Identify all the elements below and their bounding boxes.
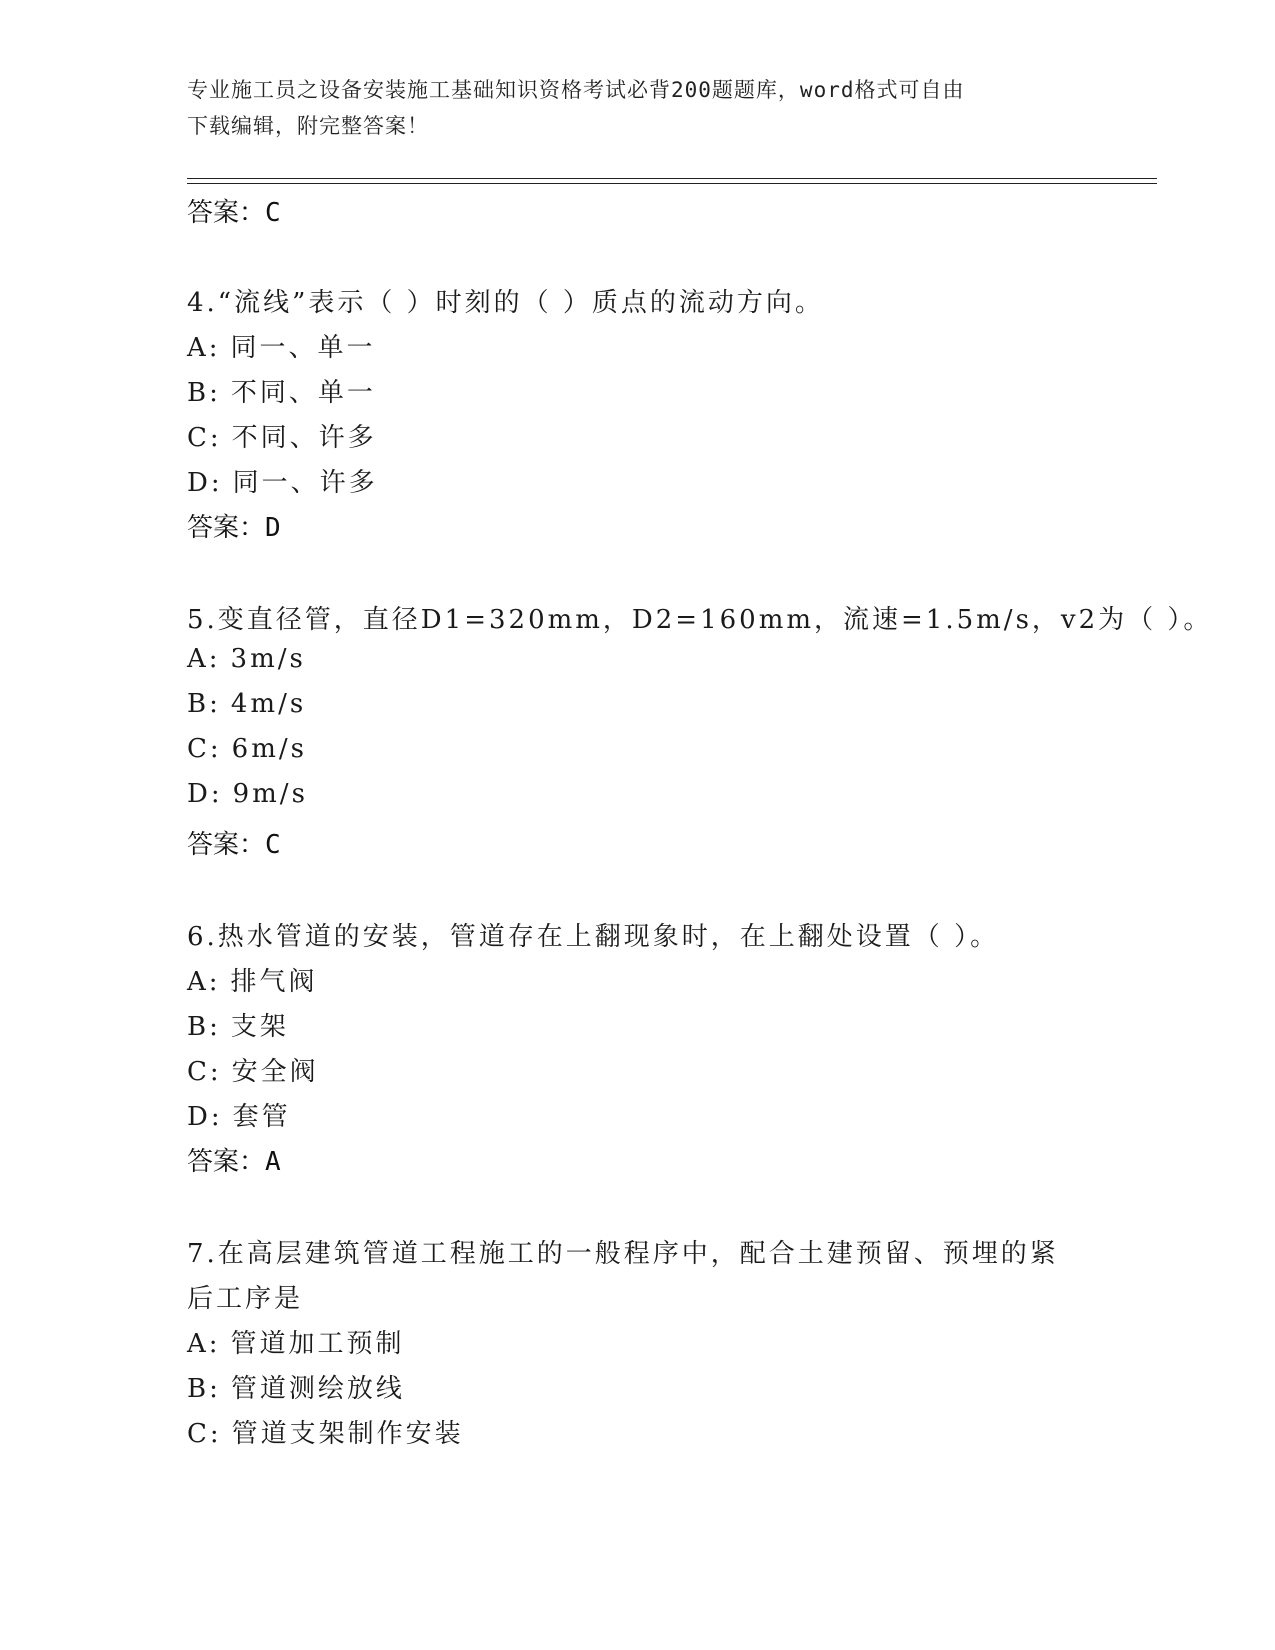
question-7: 7.在高层建筑管道工程施工的一般程序中，配合土建预留、预埋的紧 [187,1239,1059,1269]
option-text: 不同、许多 [231,423,377,453]
option-text: 套管 [232,1102,291,1132]
option-letter: C: [187,1419,222,1449]
option-line [187,961,318,998]
option-text: 安全阀 [231,1057,319,1087]
header-rule-bottom [187,183,1157,184]
answer-value: A [265,1147,281,1177]
document-header [187,72,1067,144]
answer-value: C [265,198,281,228]
option-text: 支架 [230,1012,289,1042]
option-line [187,734,307,764]
answer-line [187,192,281,229]
option-letter: B: [187,1374,221,1404]
option-text: 同一、单一 [230,333,376,363]
option-letter: B: [187,689,221,719]
question-6: 6.热水管道的安装，管道存在上翻现象时，在上翻处设置（ ）。 [187,922,1000,952]
question-4: 4.“流线”表示（ ）时刻的（ ）质点的流动方向。 [187,288,824,318]
option-line [187,644,306,674]
option-line [187,1006,289,1043]
option-letter: A: [187,644,221,674]
option-line [187,1323,405,1360]
answer-value: D [265,513,281,543]
option-text: 3m/s [230,644,306,674]
option-line [187,1051,319,1088]
option-letter: A: [187,967,221,997]
option-letter: A: [187,333,221,363]
option-letter: C: [187,734,222,764]
option-letter: D: [187,1102,223,1132]
option-letter: B: [187,1012,221,1042]
question-7-continued: 后工序是 [187,1284,304,1314]
header-line-1: 专业施工员之设备安装施工基础知识资格考试必背200题题库，word格式可自由 [187,78,965,102]
answer-label: 答案： [187,1147,266,1177]
option-line [187,372,376,409]
option-line [187,462,378,499]
option-text: 不同、单一 [230,378,376,408]
answer-label: 答案： [187,198,266,228]
option-letter: C: [187,1057,222,1087]
option-line [187,1368,405,1405]
option-line [187,327,376,364]
option-text: 9m/s [232,779,308,809]
option-line [187,779,308,809]
option-text: 6m/s [231,734,307,764]
option-line [187,1413,464,1450]
answer-value: C [265,830,281,860]
option-letter: D: [187,468,223,498]
option-letter: C: [187,423,222,453]
option-line [187,689,306,719]
option-letter: A: [187,1329,221,1359]
answer-label: 答案： [187,513,266,543]
header-rule-top [187,178,1157,179]
answer-label: 答案： [187,830,266,860]
option-letter: B: [187,378,221,408]
option-text: 管道支架制作安装 [231,1419,464,1449]
option-text: 4m/s [230,689,307,719]
option-text: 管道测绘放线 [230,1374,405,1404]
question-5: 5.变直径管，直径D1=320mm，D2=160mm，流速=1.5m/s，v2为（ ）。 [187,605,1213,635]
answer-line [187,1141,281,1178]
header-line-2: 下载编辑，附完整答案！ [187,114,429,138]
option-text: 同一、许多 [232,468,378,498]
answer-line [187,507,281,544]
option-text: 排气阀 [230,967,318,997]
option-line [187,417,377,454]
option-text: 管道加工预制 [230,1329,405,1359]
option-letter: D: [187,779,223,809]
answer-line [187,824,281,861]
option-line [187,1096,291,1133]
